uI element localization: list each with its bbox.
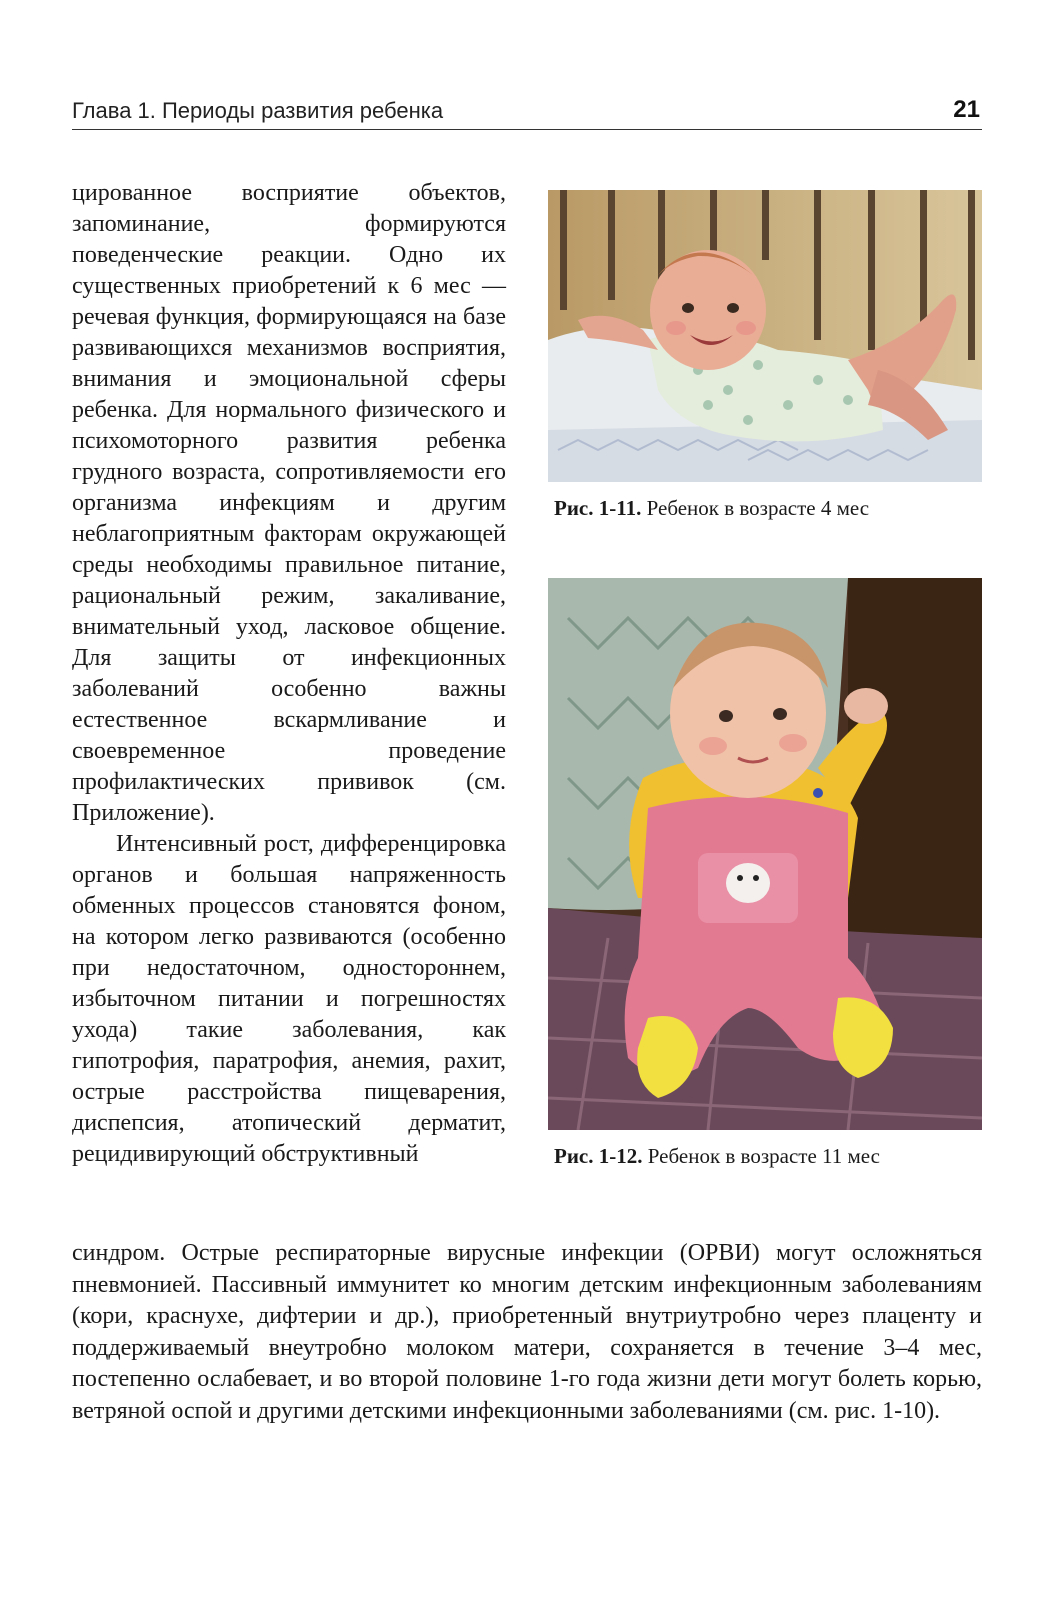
figure-label: Рис. 1-11. — [554, 496, 642, 520]
paragraph-2: Интенсивный рост, дифференцировка органов и большая напряженность обменных процессов становятся фоном, на котором легко развиваются (особенно при недостаточном, одностороннем, избыточном питании и погрешностях ухода) такие заболевания, как гипотрофия, паратрофия, анемия, рахит, острые расстройства пищеварения, диспепсия, атопический дерматит, рецидивирующий обструктивный — [72, 831, 506, 1167]
figure-1-11 — [548, 190, 982, 521]
figure-1-12 — [548, 578, 982, 1169]
figure-caption-1-11 — [554, 496, 982, 521]
infant-4-months-illustration — [548, 190, 982, 482]
figure-caption-text: Ребенок в возрасте 4 мес — [646, 496, 870, 520]
photo-infant-11-months — [548, 578, 982, 1130]
left-column-text — [72, 178, 506, 1170]
full-width-text — [72, 1238, 982, 1427]
paragraph-1: цированное восприятие объектов, запоминание, формируются поведенческие реакции. Одно их существенных приобретений к 6 мес — речевая функция, формирующаяся на базе развивающихся механизмов восприятия, внимания и эмоциональной сферы ребенка. Для нормального физического и психомоторного развития ребенка грудного возраста, сопротивляемости его организма инфекциям и другим неблагоприятным факторам окружающей среды необходимы правильное питание, рациональный режим, закаливание, внимательный уход, ласковое общение. Для защиты от инфекционных заболеваний особенно важны естественное вскармливание и своевременное проведение профилактических прививок (см. Приложение). — [72, 180, 506, 826]
infant-11-months-illustration — [548, 578, 982, 1130]
photo-infant-4-months — [548, 190, 982, 482]
page-number: 21 — [953, 96, 980, 123]
figure-caption-text: Ребенок в возрасте 11 мес — [647, 1144, 880, 1168]
running-header — [72, 96, 982, 132]
header-rule — [72, 129, 982, 130]
figure-label: Рис. 1-12. — [554, 1144, 643, 1168]
paragraph-continuation: синдром. Острые респираторные вирусные инфекции (ОРВИ) могут осложняться пневмонией. Пассивный иммунитет ко многим детским инфекционным заболеваниям (кори, краснухе, дифтерии и др.), приобретенный внутриутробно через плаценту и поддерживаемый внеутробно молоком матери, сохраняется в течение 3–4 мес, постепенно ослабевает, и во второй половине 1-го года жизни дети могут болеть корью, ветряной оспой и другими детскими инфекционными заболеваниями (см. рис. 1-10). — [72, 1240, 982, 1424]
chapter-title: Глава 1. Периоды развития ребенка — [72, 98, 444, 123]
figure-caption-1-12 — [554, 1144, 982, 1169]
